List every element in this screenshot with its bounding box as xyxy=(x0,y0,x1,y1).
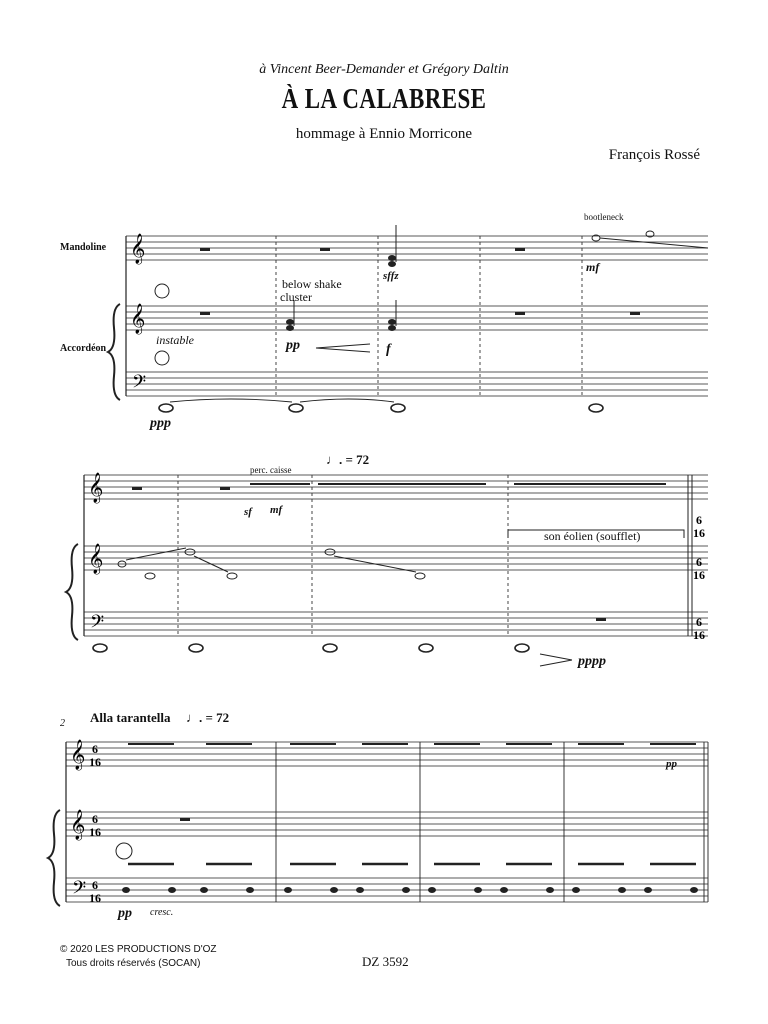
treble-clef-icon: 𝄞 xyxy=(130,304,146,334)
crescendo-hairpin xyxy=(316,344,370,352)
dynamic-pppp: pppp xyxy=(578,654,606,669)
dynamic-sffz: sffz xyxy=(383,270,399,282)
dynamic-mf: mf xyxy=(586,260,600,274)
accordion-bass-staff-3 xyxy=(66,878,708,902)
annotation-cluster: cluster xyxy=(280,290,312,304)
bass-clef-icon: 𝄢 xyxy=(72,878,87,903)
treble-clef-icon: 𝄞 xyxy=(70,740,86,770)
dynamic-mf-2: mf xyxy=(270,504,283,516)
annotation-alla-tarantella: Alla tarantella xyxy=(90,710,171,725)
fermata-icon xyxy=(116,843,132,859)
fermata-icon xyxy=(155,284,169,298)
svg-text:16: 16 xyxy=(693,628,705,642)
svg-text:6: 6 xyxy=(696,555,702,569)
footer-catalog-number: DZ 3592 xyxy=(362,954,409,969)
svg-text:16: 16 xyxy=(89,755,101,769)
dynamic-pp-mandolin: pp xyxy=(666,758,677,770)
footer-rights: Tous droits réservés (SOCAN) xyxy=(66,958,201,969)
annotation-instable: instable xyxy=(156,333,194,347)
accordion-chords-2 xyxy=(118,548,425,579)
instrument-label-accordion: Accordéon xyxy=(60,343,107,354)
bass-whole-notes-2 xyxy=(93,644,529,652)
dynamic-sf: sf xyxy=(244,506,252,518)
bottleneck-glissando xyxy=(592,231,708,248)
dynamic-f: f xyxy=(386,342,391,357)
accordion-brace xyxy=(108,304,120,400)
dynamic-pp: pp xyxy=(286,338,300,353)
mandolin-staff-3 xyxy=(66,742,708,766)
svg-text:16: 16 xyxy=(89,891,101,905)
instrument-label-mandolin: Mandoline xyxy=(60,242,107,253)
svg-text:16: 16 xyxy=(693,568,705,582)
dedication: à Vincent Beer-Demander et Grégory Daltin xyxy=(259,62,509,77)
svg-text:6: 6 xyxy=(92,812,98,826)
annotation-below-shake: below shake xyxy=(282,277,342,291)
footer-copyright: © 2020 LES PRODUCTIONS D'OZ xyxy=(60,944,217,955)
svg-text:6: 6 xyxy=(92,742,98,756)
subtitle: hommage à Ennio Morricone xyxy=(295,126,473,142)
accordion-treble-staff-3 xyxy=(66,812,708,836)
annotation-bottleneck: bootleneck xyxy=(584,212,624,222)
svg-text:6: 6 xyxy=(92,878,98,892)
annotation-son-eolien: son éolien (soufflet) xyxy=(544,529,641,543)
fermata-icon xyxy=(155,351,169,365)
bass-clef-icon: 𝄢 xyxy=(132,372,147,397)
svg-text:6: 6 xyxy=(696,513,702,527)
bass-clef-icon: 𝄢 xyxy=(90,612,105,637)
accordion-bass-staff-1 xyxy=(126,372,708,396)
tempo-marking-2: ♩. = 72 xyxy=(186,710,230,725)
dynamic-pp-bass: pp xyxy=(118,906,132,921)
composer-name: François Rossé xyxy=(608,147,700,163)
treble-clef-icon: 𝄞 xyxy=(70,810,86,840)
bass-whole-notes xyxy=(159,399,603,412)
dynamic-ppp: ppp xyxy=(150,416,171,431)
tempo-marking-1: ♩. = 72 xyxy=(326,452,370,467)
treble-clef-icon: 𝄞 xyxy=(88,473,104,503)
accordion-treble-staff-1 xyxy=(126,306,708,330)
svg-text:6: 6 xyxy=(696,615,702,629)
svg-text:16: 16 xyxy=(693,526,705,540)
treble-clef-icon: 𝄞 xyxy=(130,234,146,264)
page-title: À LA CALABRESE xyxy=(281,84,487,115)
svg-text:16: 16 xyxy=(89,825,101,839)
annotation-perc-caisse: perc. caisse xyxy=(250,465,292,475)
annotation-cresc: cresc. xyxy=(150,907,174,918)
treble-clef-icon: 𝄞 xyxy=(88,544,104,574)
measure-number: 2 xyxy=(60,718,65,729)
